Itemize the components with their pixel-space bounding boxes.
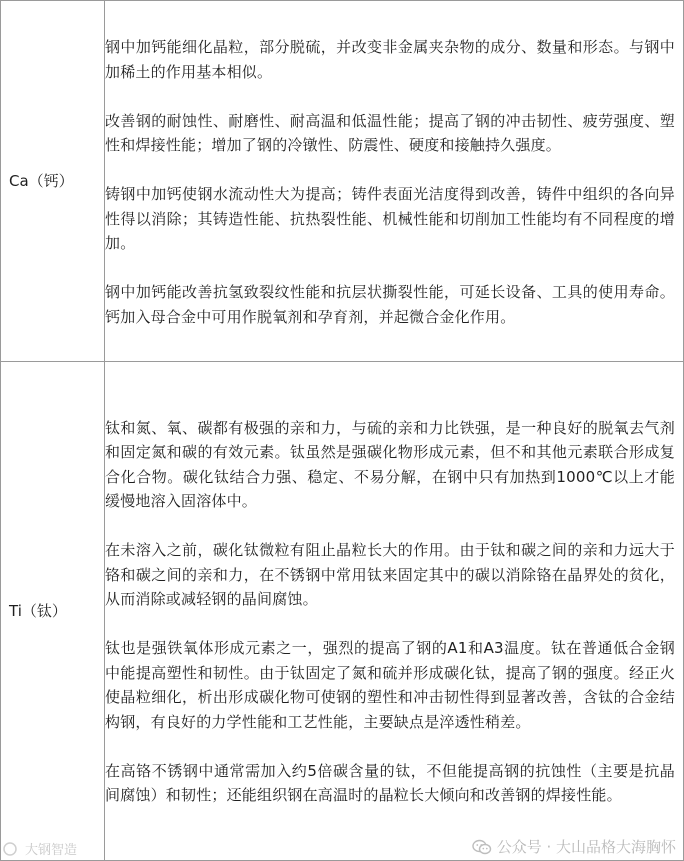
paragraph: 在高铬不锈钢中通常需加入约5倍碳含量的钛，不但能提高钢的抗蚀性（主要是抗晶间腐蚀）和韧性；还能组织钢在高温时的晶粒长大倾向和改善钢的焊接性能。	[105, 761, 675, 804]
wechat-icon	[472, 839, 492, 855]
paragraph: 在未溶入之前，碳化钛微粒有阻止晶粒长大的作用。由于钛和碳之间的亲和力远大于铬和碳之间的亲和力，在不锈钢中常用钛来固定其中的碳以消除铬在晶界处的贫化，从而消除或减轻钢的晶间腐蚀。	[105, 541, 675, 608]
description-cell	[105, 362, 684, 861]
watermark-left	[2, 839, 77, 858]
logo-icon	[2, 841, 22, 857]
watermark-right	[472, 836, 676, 857]
watermark-right-text: 公众号 · 大山品格大海胸怀	[496, 838, 676, 856]
paragraph: 铸钢中加钙使钢水流动性大为提高；铸件表面光洁度得到改善，铸件中组织的各向异性得以消除；其铸造性能、抗热裂性能、机械性能和切削加工性能均有不同程度的增加。	[105, 185, 675, 252]
element-name: Ca（钙）	[9, 172, 74, 190]
element-name-cell	[1, 1, 105, 362]
paragraph: 钢中加钙能改善抗氢致裂纹性能和抗层状撕裂性能，可延长设备、工具的使用寿命。钙加入母合金中可用作脱氧剂和孕育剂，并起微合金化作用。	[105, 283, 675, 326]
paragraph: 钢中加钙能细化晶粒，部分脱硫，并改变非金属夹杂物的成分、数量和形态。与钢中加稀土的作用基本相似。	[105, 38, 675, 81]
paragraph: 改善钢的耐蚀性、耐磨性、耐高温和低温性能；提高了钢的冲击韧性、疲劳强度、塑性和焊接性能；增加了钢的冷镦性、防震性、硬度和接触持久强度。	[105, 111, 675, 154]
paragraph: 钛也是强铁氧体形成元素之一，强烈的提高了钢的A1和A3温度。钛在普通低合金钢中能提高塑性和韧性。由于钛固定了氮和硫并形成碳化钛，提高了钢的强度。经正火使晶粒细化，析出形成碳化物可使钢的塑性和冲击韧性得到显著改善，含钛的合金结构钢，有良好的力学性能和工艺性能，主要缺点是淬透性稍差。	[105, 639, 675, 731]
table-row-ti	[1, 362, 684, 861]
table-row-ca	[1, 1, 684, 362]
description-cell	[105, 1, 684, 362]
paragraph: 钛和氮、氧、碳都有极强的亲和力，与硫的亲和力比铁强，是一种良好的脱氧去气剂和固定氮和碳的有效元素。钛虽然是强碳化物形成元素，但不和其他元素联合形成复合化合物。碳化钛结合力强、稳定、不易分解，在钢中只有加热到1000℃以上才能缓慢地溶入固溶体中。	[105, 418, 675, 510]
element-name: Ti（钛）	[9, 602, 67, 620]
element-name-cell	[1, 362, 105, 861]
watermark-left-text: 大钢智造	[25, 843, 78, 858]
